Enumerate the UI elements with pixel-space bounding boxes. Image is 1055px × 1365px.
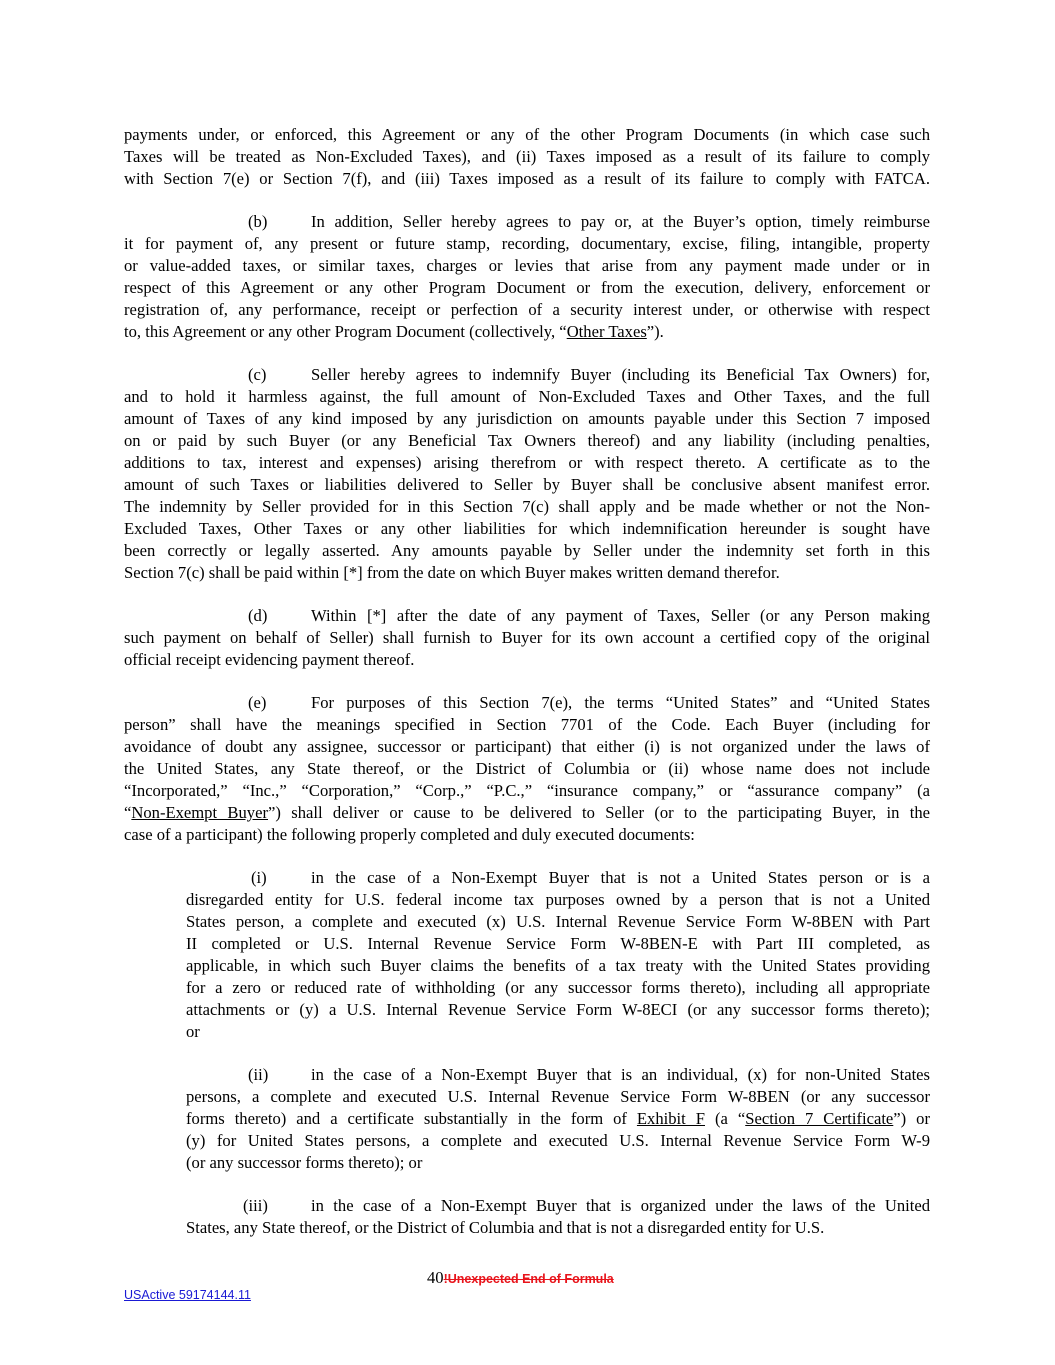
text-line <box>124 277 930 299</box>
line-text <box>124 758 930 780</box>
paragraph <box>124 1064 930 1174</box>
text-segment: In addition, Seller hereby agrees to pay or, at the Buyer’s option, timely reimburse <box>311 212 930 231</box>
text-segment: ”) shall deliver or cause to be delivered to Seller (or to the participating Buyer, in the <box>268 803 930 822</box>
line-text <box>124 540 930 562</box>
text-segment: with Section 7(e) or Section 7(f), and (iii) Taxes imposed as a result of its failure to comply with FATCA. <box>124 169 930 188</box>
text-line <box>124 1195 930 1217</box>
text-segment: States person, a complete and executed (x) U.S. Internal Revenue Service Form W-8BEN with Part <box>186 912 930 931</box>
text-segment: II completed or U.S. Internal Revenue Service Form W-8BEN-E with Part III completed, as <box>186 934 930 953</box>
line-text <box>124 255 930 277</box>
text-line <box>186 977 930 999</box>
text-line <box>124 627 930 649</box>
text-segment: to, this Agreement or any other Program Document (collectively, “ <box>124 322 567 341</box>
text-line <box>124 1064 930 1086</box>
text-line <box>124 758 930 780</box>
line-text <box>186 933 930 955</box>
line-text <box>186 1021 930 1043</box>
text-segment: additions to tax, interest and expenses) arising therefrom or with respect thereto. A certificate as to the <box>124 453 930 472</box>
line-text <box>124 386 930 408</box>
line-text <box>311 364 930 386</box>
line-text <box>124 430 930 452</box>
text-line <box>124 124 930 146</box>
text-line <box>186 1130 930 1152</box>
paragraph <box>124 124 930 190</box>
text-line <box>124 386 930 408</box>
text-line <box>124 540 930 562</box>
line-text <box>186 1086 930 1108</box>
text-line <box>124 321 930 343</box>
text-line <box>186 1086 930 1108</box>
page-number-text: 40 <box>427 1268 444 1287</box>
text-segment: For purposes of this Section 7(e), the terms “United States” and “United States <box>311 693 930 712</box>
text-line <box>124 736 930 758</box>
text-segment: “ <box>124 803 132 822</box>
line-text <box>186 1108 930 1130</box>
line-text <box>124 518 930 540</box>
text-line <box>124 496 930 518</box>
text-segment: official receipt evidencing payment thereof. <box>124 650 415 669</box>
text-segment: payments under, or enforced, this Agreement or any of the other Program Documents (in which case such <box>124 125 930 144</box>
text-line <box>186 1152 930 1174</box>
text-segment: States, any State thereof, or the District of Columbia and that is not a disregarded entity for U.S. <box>186 1218 825 1237</box>
line-text <box>124 124 930 146</box>
line-text <box>124 649 930 671</box>
text-line <box>124 168 930 190</box>
text-line <box>124 146 930 168</box>
text-segment: Excluded Taxes, Other Taxes or any other liabilities for which indemnification hereunder is sought have <box>124 519 930 538</box>
document-body <box>124 124 930 1260</box>
text-line <box>124 867 930 889</box>
defined-term: Exhibit F <box>636 1109 705 1128</box>
text-segment: for a zero or reduced rate of withholding (or any successor forms thereto), including all appropriate <box>186 978 930 997</box>
line-text <box>124 736 930 758</box>
text-segment: (y) for United States persons, a complete and executed U.S. Internal Revenue Service Form W-9 <box>186 1131 930 1150</box>
text-line <box>124 562 930 584</box>
paragraph <box>124 692 930 846</box>
line-text <box>186 889 930 911</box>
text-segment: Seller hereby agrees to indemnify Buyer (including its Beneficial Tax Owners) for, <box>311 365 930 384</box>
line-text <box>186 1130 930 1152</box>
text-line <box>124 714 930 736</box>
line-text <box>186 1217 930 1239</box>
line-text <box>124 233 930 255</box>
text-segment: in the case of a Non-Exempt Buyer that is organized under the laws of the United <box>311 1196 930 1215</box>
text-line <box>124 255 930 277</box>
paragraph <box>124 867 930 1043</box>
text-segment: forms thereto) and a certificate substantially in the form of <box>186 1109 637 1128</box>
text-segment: (a “ <box>705 1109 746 1128</box>
line-text <box>124 562 930 584</box>
paragraph-label: (ii) <box>248 1065 269 1084</box>
line-text <box>311 211 930 233</box>
text-line <box>186 1108 930 1130</box>
text-line <box>124 605 930 627</box>
text-line <box>186 955 930 977</box>
text-segment: Section 7(c) shall be paid within [*] from the date on which Buyer makes written demand therefor. <box>124 563 780 582</box>
paragraph <box>124 1195 930 1239</box>
text-segment: “Incorporated,” “Inc.,” “Corporation,” “Corp.,” “P.C.,” “insurance company,” or “assurance company” (a <box>124 781 930 800</box>
line-text <box>124 146 930 168</box>
line-text <box>311 692 930 714</box>
line-text <box>186 911 930 933</box>
text-line <box>124 474 930 496</box>
text-segment: ”). <box>646 322 664 341</box>
page-number <box>427 1268 614 1288</box>
line-text <box>124 299 930 321</box>
text-line <box>124 518 930 540</box>
line-text <box>124 627 930 649</box>
paragraph-label: (i) <box>251 868 267 887</box>
text-segment: or <box>186 1022 200 1041</box>
paragraph <box>124 364 930 584</box>
paragraph-label: (c) <box>248 365 267 384</box>
text-segment: Within [*] after the date of any payment of Taxes, Seller (or any Person making <box>311 606 930 625</box>
text-segment: ”) or <box>893 1109 930 1128</box>
text-line <box>186 911 930 933</box>
text-segment: in the case of a Non-Exempt Buyer that is an individual, (x) for non-United States <box>311 1065 930 1084</box>
defined-term: Section 7 Certificate <box>745 1109 894 1128</box>
paragraph-label: (d) <box>248 606 268 625</box>
text-segment: Taxes will be treated as Non-Excluded Taxes), and (ii) Taxes imposed as a result of its failure to comply <box>124 147 930 166</box>
text-segment: persons, a complete and executed U.S. Internal Revenue Service Form W-8BEN (or any successor <box>186 1087 930 1106</box>
paragraph-label: (iii) <box>243 1196 268 1215</box>
line-text <box>311 605 930 627</box>
line-text <box>124 452 930 474</box>
line-text <box>124 168 930 190</box>
paragraph <box>124 605 930 671</box>
text-line <box>124 364 930 386</box>
text-line <box>186 889 930 911</box>
line-text <box>124 780 930 802</box>
text-segment: it for payment of, any present or future stamp, recording, documentary, excise, filing, intangible, property <box>124 234 930 253</box>
text-segment: case of a participant) the following properly completed and duly executed documents: <box>124 825 695 844</box>
line-text <box>124 802 930 824</box>
text-segment: such payment on behalf of Seller) shall furnish to Buyer for its own account a certified copy of the original <box>124 628 930 647</box>
line-text <box>311 1195 930 1217</box>
text-line <box>124 802 930 824</box>
line-text <box>311 1064 930 1086</box>
text-segment: The indemnity by Seller provided for in this Section 7(c) shall apply and be made whether or not the Non- <box>124 497 930 516</box>
line-text <box>186 977 930 999</box>
line-text <box>186 955 930 977</box>
text-line <box>124 233 930 255</box>
text-segment: in the case of a Non-Exempt Buyer that is not a United States person or is a <box>311 868 930 887</box>
text-line <box>186 1021 930 1043</box>
text-line <box>186 1217 930 1239</box>
line-text <box>124 408 930 430</box>
formula-error: !Unexpected End of Formula <box>443 1272 614 1286</box>
text-segment: person” shall have the meanings specified in Section 7701 of the Code. Each Buyer (including for <box>124 715 930 734</box>
text-line <box>124 780 930 802</box>
text-segment: and to hold it harmless against, the full amount of Non-Excluded Taxes and Other Taxes, and the full <box>124 387 930 406</box>
paragraph-label: (e) <box>248 693 267 712</box>
text-segment: amount of Taxes of any kind imposed by any jurisdiction on amounts payable under this Section 7 imposed <box>124 409 930 428</box>
paragraph-label: (b) <box>248 212 268 231</box>
paragraph <box>124 211 930 343</box>
line-text <box>124 496 930 518</box>
text-segment: applicable, in which such Buyer claims the benefits of a tax treaty with the United States providing <box>186 956 930 975</box>
text-segment: registration of, any performance, receipt or perfection of a security interest under, or otherwise with respect <box>124 300 930 319</box>
line-text <box>311 867 930 889</box>
text-segment: (or any successor forms thereto); or <box>186 1153 423 1172</box>
text-segment: attachments or (y) a U.S. Internal Revenue Service Form W-8ECI (or any successor forms thereto); <box>186 1000 930 1019</box>
defined-term: Other Taxes <box>566 322 647 341</box>
text-segment: been correctly or legally asserted. Any amounts payable by Seller under the indemnity set forth in this <box>124 541 930 560</box>
text-line <box>124 211 930 233</box>
line-text <box>186 1152 930 1174</box>
text-line <box>124 824 930 846</box>
line-text <box>186 999 930 1021</box>
text-segment: respect of this Agreement or any other Program Document or from the execution, delivery, enforcement or <box>124 278 930 297</box>
line-text <box>124 714 930 736</box>
text-segment: on or paid by such Buyer (or any Beneficial Tax Owners thereof) and any liability (including penalties, <box>124 431 930 450</box>
text-line <box>124 299 930 321</box>
line-text <box>124 321 930 343</box>
text-line <box>124 430 930 452</box>
text-segment: the United States, any State thereof, or the District of Columbia or (ii) whose name does not include <box>124 759 930 778</box>
text-line <box>186 999 930 1021</box>
line-text <box>124 824 930 846</box>
line-text <box>124 277 930 299</box>
document-id-link[interactable]: USActive 59174144.11 <box>124 1288 251 1302</box>
text-line <box>124 408 930 430</box>
text-segment: avoidance of doubt any assignee, successor or participant) that either (i) is not organized under the laws of <box>124 737 930 756</box>
line-text <box>124 474 930 496</box>
text-segment: disregarded entity for U.S. federal income tax purposes owned by a person that is not a United <box>186 890 930 909</box>
text-line <box>124 692 930 714</box>
text-line <box>124 452 930 474</box>
text-line <box>186 933 930 955</box>
defined-term: Non-Exempt Buyer <box>131 803 268 822</box>
text-line <box>124 649 930 671</box>
text-segment: or value-added taxes, or similar taxes, charges or levies that arise from any payment made under or in <box>124 256 930 275</box>
text-segment: amount of such Taxes or liabilities delivered to Seller by Buyer shall be conclusive absent manifest error. <box>124 475 930 494</box>
